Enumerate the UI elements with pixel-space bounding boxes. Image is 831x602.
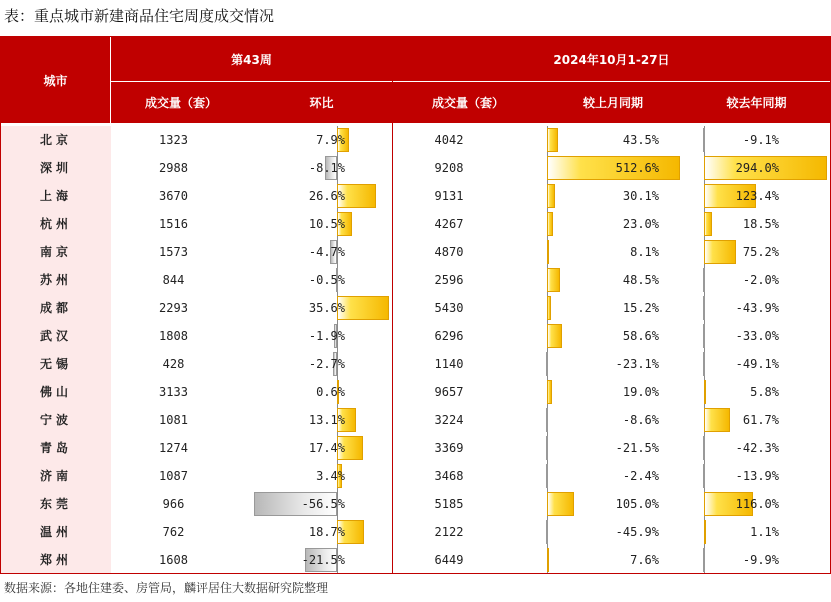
source-note: 数据来源：各地住建委、房管局，麟评居住大数据研究院整理 <box>4 581 329 595</box>
city-name: 佛山 <box>1 378 111 406</box>
table-row <box>1 546 830 574</box>
mom-change-value: 8.1% <box>630 245 659 259</box>
yoy-change-value: 123.4% <box>735 189 779 203</box>
table-row <box>1 182 830 210</box>
table-row <box>1 210 830 238</box>
mom-change-value: 19.0% <box>622 385 659 399</box>
yoy-change-value: -2.0% <box>742 273 779 287</box>
mom-change-value: 58.6% <box>622 329 659 343</box>
week-volume: 1573 <box>159 245 188 259</box>
yoy-change-value: -42.3% <box>735 441 779 455</box>
mom-change-bar <box>546 436 548 460</box>
city-name: 南京 <box>1 238 111 266</box>
month-volume: 5430 <box>434 301 464 315</box>
mom-change-bar <box>547 548 549 572</box>
week-volume: 1274 <box>159 441 188 455</box>
mom-change-bar <box>547 268 560 292</box>
header-week-group: 第43周 <box>111 37 392 81</box>
week-volume: 762 <box>162 525 185 539</box>
month-volume: 5185 <box>434 497 464 511</box>
week-volume: 1087 <box>159 469 188 483</box>
column-divider <box>392 37 393 574</box>
week-change-value: -1.9% <box>308 329 345 343</box>
mom-change-bar <box>547 212 553 236</box>
week-change-value: 10.5% <box>308 217 345 231</box>
yoy-change-value: -13.9% <box>735 469 779 483</box>
header-yoy-change: 较去年同期 <box>683 82 830 123</box>
yoy-change-value: 61.7% <box>742 413 779 427</box>
city-name: 苏州 <box>1 266 111 294</box>
month-volume: 1140 <box>434 357 464 371</box>
mom-change-value: -23.1% <box>615 357 659 371</box>
mom-change-value: 48.5% <box>622 273 659 287</box>
mom-change-bar <box>546 464 548 488</box>
week-volume: 2293 <box>159 301 188 315</box>
mom-change-bar <box>547 240 549 264</box>
mom-change-value: 105.0% <box>615 497 659 511</box>
yoy-change-value: -9.1% <box>742 133 779 147</box>
yoy-change-value: -33.0% <box>735 329 779 343</box>
week-change-value: 17.4% <box>308 441 345 455</box>
city-name: 济南 <box>1 462 111 490</box>
mom-change-value: -8.6% <box>622 413 659 427</box>
city-name: 北京 <box>1 126 111 154</box>
mom-change-value: 15.2% <box>622 301 659 315</box>
mom-change-value: -21.5% <box>615 441 659 455</box>
table-title: 表：重点城市新建商品住宅周度成交情况 <box>4 7 275 25</box>
mom-change-bar <box>547 128 558 152</box>
mom-change-value: -45.9% <box>615 525 659 539</box>
week-volume: 844 <box>162 273 185 287</box>
month-volume: 3224 <box>434 413 464 427</box>
month-volume: 4870 <box>434 245 464 259</box>
header-city: 城市 <box>1 37 110 123</box>
mom-change-value: 512.6% <box>615 161 659 175</box>
week-change-value: 13.1% <box>308 413 345 427</box>
table-row <box>1 266 830 294</box>
month-volume: 2596 <box>434 273 464 287</box>
week-volume: 1081 <box>159 413 188 427</box>
table-row <box>1 238 830 266</box>
mom-change-bar <box>546 408 548 432</box>
week-change-value: -21.5% <box>301 553 345 567</box>
month-volume: 9657 <box>434 385 464 399</box>
header-month-group: 2024年10月1-27日 <box>393 37 830 81</box>
yoy-change-value: 5.8% <box>750 385 779 399</box>
mom-change-value: 43.5% <box>622 133 659 147</box>
mom-change-bar <box>547 380 552 404</box>
table-row <box>1 322 830 350</box>
week-volume: 428 <box>162 357 185 371</box>
mom-change-bar <box>546 520 548 544</box>
week-change-value: -4.7% <box>308 245 345 259</box>
table-row <box>1 462 830 490</box>
week-change-value: -56.5% <box>301 497 345 511</box>
month-volume: 4042 <box>434 133 464 147</box>
city-name: 杭州 <box>1 210 111 238</box>
month-volume: 4267 <box>434 217 464 231</box>
week-change-value: 7.9% <box>316 133 345 147</box>
mom-change-value: 30.1% <box>622 189 659 203</box>
mom-change-value: -2.4% <box>622 469 659 483</box>
mom-change-bar <box>547 296 551 320</box>
month-volume: 3369 <box>434 441 464 455</box>
header-mom-change: 较上月同期 <box>543 82 683 123</box>
week-volume: 1323 <box>159 133 188 147</box>
month-volume: 9208 <box>434 161 464 175</box>
week-volume: 3670 <box>159 189 188 203</box>
yoy-change-value: 18.5% <box>742 217 779 231</box>
data-table <box>0 36 831 574</box>
table-row <box>1 350 830 378</box>
week-volume: 1516 <box>159 217 188 231</box>
yoy-change-value: -49.1% <box>735 357 779 371</box>
yoy-change-value: -43.9% <box>735 301 779 315</box>
week-change-value: 3.4% <box>316 469 345 483</box>
table-row <box>1 126 830 154</box>
table-row <box>1 154 830 182</box>
city-name: 武汉 <box>1 322 111 350</box>
week-change-value: 0.6% <box>316 385 345 399</box>
header-week-change: 环比 <box>251 82 392 123</box>
city-name: 宁波 <box>1 406 111 434</box>
mom-change-value: 23.0% <box>622 217 659 231</box>
city-name: 温州 <box>1 518 111 546</box>
table-row <box>1 378 830 406</box>
header-month-volume: 成交量（套） <box>393 82 543 123</box>
city-name: 上海 <box>1 182 111 210</box>
city-name: 深圳 <box>1 154 111 182</box>
week-change-value: -2.7% <box>308 357 345 371</box>
mom-change-bar <box>546 352 548 376</box>
week-change-value: 18.7% <box>308 525 345 539</box>
mom-change-value: 7.6% <box>630 553 659 567</box>
city-name: 青岛 <box>1 434 111 462</box>
table-row <box>1 294 830 322</box>
yoy-change-value: -9.9% <box>742 553 779 567</box>
yoy-change-value: 294.0% <box>735 161 779 175</box>
yoy-change-value: 75.2% <box>742 245 779 259</box>
week-change-value: 35.6% <box>308 301 345 315</box>
week-volume: 2988 <box>159 161 188 175</box>
mom-change-bar <box>547 184 555 208</box>
week-volume: 3133 <box>159 385 188 399</box>
month-volume: 9131 <box>434 189 464 203</box>
month-volume: 6449 <box>434 553 464 567</box>
week-volume: 966 <box>162 497 185 511</box>
city-name: 东莞 <box>1 490 111 518</box>
header-week-volume: 成交量（套） <box>111 82 251 123</box>
month-volume: 2122 <box>434 525 464 539</box>
table-row <box>1 434 830 462</box>
week-change-value: -8.1% <box>308 161 345 175</box>
table-row <box>1 518 830 546</box>
week-volume: 1608 <box>159 553 188 567</box>
yoy-change-value: 116.0% <box>735 497 779 511</box>
month-volume: 6296 <box>434 329 464 343</box>
week-volume: 1808 <box>159 329 188 343</box>
week-change-value: 26.6% <box>308 189 345 203</box>
city-name: 无锡 <box>1 350 111 378</box>
week-change-value: -0.5% <box>308 273 345 287</box>
table-row <box>1 490 830 518</box>
city-name: 成都 <box>1 294 111 322</box>
month-volume: 3468 <box>434 469 464 483</box>
table-row <box>1 406 830 434</box>
city-name: 郑州 <box>1 546 111 574</box>
yoy-change-value: 1.1% <box>750 525 779 539</box>
